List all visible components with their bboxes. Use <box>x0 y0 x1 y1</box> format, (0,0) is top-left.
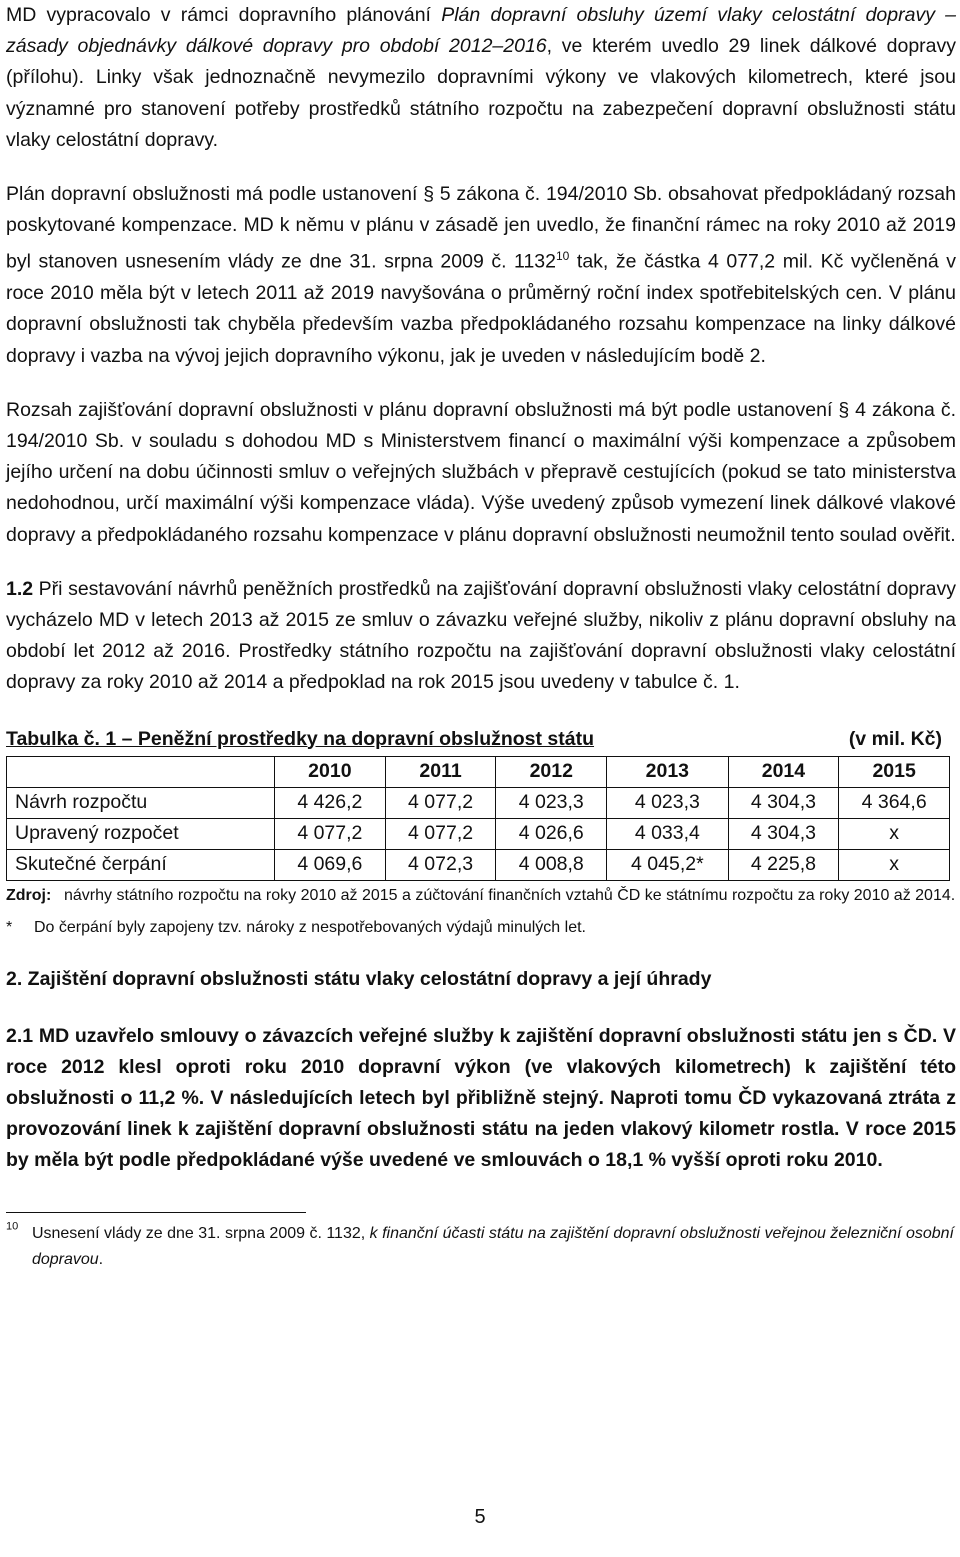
table-row <box>7 787 950 818</box>
paragraph-3: Rozsah zajišťování dopravní obslužnosti v plánu dopravní obslužnosti má být podle ustanovení § 4 zákona č. 194/2010 Sb. v souladu s dohodou MD s Ministerstvem financí o maximální výši kompenzace a způsobem jejího určení na dobu účinnosti smluv o veřejných službách v přepravě cestujících (pokud se tato ministerstva nedohodnou, určí maximální výši kompenzace vláda). Výše uvedený způsob vymezení linek dálkové vlakové dopravy a předpokládaného rozsahu kompenzace v plánu dopravní obslužnosti neumožnil tento soulad ověřit. <box>6 398 956 546</box>
footnote-text-c: . <box>98 1250 104 1268</box>
footnote-text-a: Usnesení vlády ze dne 31. srpna 2009 č. 1132, <box>31 1224 370 1242</box>
paragraph-2 <box>6 179 956 372</box>
section-2-heading: 2. Zajištění dopravní obslužnosti státu vlaky celostátní dopravy a její úhrady <box>6 967 712 990</box>
table-cell: 4 077,2 <box>385 787 496 818</box>
footnote-separator <box>6 1212 306 1213</box>
table-cell: 4 023,3 <box>607 787 728 818</box>
paragraph-1 <box>6 0 956 156</box>
table-cell: Upravený rozpočet <box>7 818 275 849</box>
table-star-note <box>6 917 956 939</box>
table-header-cell: 2010 <box>275 756 386 787</box>
star-text: Do čerpání byly zapojeny tzv. nároky z nespotřebovaných výdajů minulých let. <box>34 918 586 936</box>
table-cell: x <box>839 849 950 880</box>
table-header-cell: 2014 <box>728 756 839 787</box>
table-cell: 4 023,3 <box>496 787 607 818</box>
page-number: 5 <box>474 1506 486 1528</box>
footnote-title-italic: k finanční účasti státu na zajištění dopravní obslužnosti veřejnou železniční osobní dopravou <box>31 1224 954 1268</box>
table-cell: Skutečné čerpání <box>7 849 275 880</box>
source-label: Zdroj: <box>6 886 52 904</box>
funds-table <box>6 756 950 881</box>
table-cell: 4 045,2* <box>607 849 728 880</box>
table-cell: 4 077,2 <box>385 818 496 849</box>
table-header-cell: 2011 <box>385 756 496 787</box>
table-cell: 4 426,2 <box>275 787 386 818</box>
paragraph-2-text-a: Plán dopravní obslužnosti má podle ustanovení § 5 zákona č. 194/2010 Sb. obsahovat předpokládaný rozsah poskytované kompenzace. MD k němu v plánu v zásadě jen uvedlo, že finanční rámec na roky 2010 až 2019 byl stanoven usnesením vlády ze dne 31. srpna 2009 č. 1132 <box>6 183 956 273</box>
table-cell: x <box>839 818 950 849</box>
table-header-cell: 2012 <box>496 756 607 787</box>
table-cell: 4 364,6 <box>839 787 950 818</box>
table-row <box>7 849 950 880</box>
paragraph-2-text-b: tak, že částka 4 077,2 mil. Kč vyčleněná v roce 2010 měla být v letech 2011 až 2019 navyšována o průměrný roční index spotřebitelských cen. V plánu dopravní obslužnosti tak chyběla především vazba předpokládaného rozsahu kompenzace na linky dálkové dopravy i vazba na vývoj jejich dopravního výkonu, jak je uveden v následujícím bodě 2. <box>6 250 956 367</box>
table-source-note <box>6 885 956 907</box>
paragraph-1-text-a: MD vypracovalo v rámci dopravního plánování <box>6 4 442 26</box>
table-title-row <box>6 726 956 752</box>
table-cell: 4 304,3 <box>728 787 839 818</box>
star-mark: * <box>6 918 13 936</box>
document-page <box>6 0 956 1273</box>
table-cell: 4 026,6 <box>496 818 607 849</box>
footnote <box>6 1221 956 1273</box>
table-cell: 4 008,8 <box>496 849 607 880</box>
table-cell: 4 304,3 <box>728 818 839 849</box>
source-text: návrhy státního rozpočtu na roky 2010 až 2015 a zúčtování finančních vztahů ČD ke státnímu rozpočtu za roky 2010 až 2014. <box>64 886 956 904</box>
footnote-ref: 10 <box>556 249 570 264</box>
table-header-row <box>7 756 950 787</box>
paragraph-4-text: Při sestavování návrhů peněžních prostředků na zajišťování dopravní obslužnosti vlaky celostátní dopravy vycházelo MD v letech 2013 až 2015 ze smluv o závazku veřejné služby, nikoliv z plánu dopravní obsluhy na období let 2012 až 2016. Prostředky státního rozpočtu na zajišťování dopravní obslužnosti vlaky celostátní dopravy za roky 2010 až 2014 a předpoklad na rok 2015 jsou uvedeny v tabulce č. 1. <box>6 577 956 694</box>
table-cell: 4 077,2 <box>275 818 386 849</box>
table-header-cell: 2013 <box>607 756 728 787</box>
table-cell: 4 033,4 <box>607 818 728 849</box>
paragraph-4 <box>6 574 956 699</box>
plan-title-italic: Plán dopravní obsluhy území vlaky celostátní dopravy – zásady objednávky dálkové dopravy pro období 2012–2016 <box>6 4 957 58</box>
table-row <box>7 818 950 849</box>
table-cell: 4 069,6 <box>275 849 386 880</box>
table-title: Tabulka č. 1 – Peněžní prostředky na dopravní obslužnost státu <box>6 727 595 750</box>
table-cell: Návrh rozpočtu <box>7 787 275 818</box>
paragraph-2-1: 2.1 MD uzavřelo smlouvy o závazcích veřejné služby k zajištění dopravní obslužnosti státu jen s ČD. V roce 2012 klesl oproti roku 2010 dopravní výkon (ve vlakových kilometrech) k zajištění této obslužnosti o 11,2 %. V následujících letech byl přibližně stejný. Naproti tomu ČD vykazovaná ztráta z provozování linek k zajištění dopravní obslužnosti státu na jeden vlakový kilometr rostla. V roce 2015 by měla být podle předpokládané výše uvedené ve smlouvách o 18,1 % vyšší oproti roku 2010. <box>6 1024 956 1171</box>
paragraph-4-number: 1.2 <box>6 577 34 600</box>
footnote-number: 10 <box>6 1220 19 1233</box>
table-unit: (v mil. Kč) <box>848 727 942 750</box>
paragraph-1-text-c: , ve kterém uvedlo 29 linek dálkové dopravy (přílohu). Linky však jednoznačně nevymezilo dopravními výkony ve vlakových kilometrech, které jsou významné pro stanovení potřeby prostředků státního rozpočtu na zabezpečení dopravní obslužnosti státu vlaky celostátní dopravy. <box>6 35 956 151</box>
table-header-cell <box>7 756 275 787</box>
table-header-cell: 2015 <box>839 756 950 787</box>
table-cell: 4 072,3 <box>385 849 496 880</box>
table-cell: 4 225,8 <box>728 849 839 880</box>
